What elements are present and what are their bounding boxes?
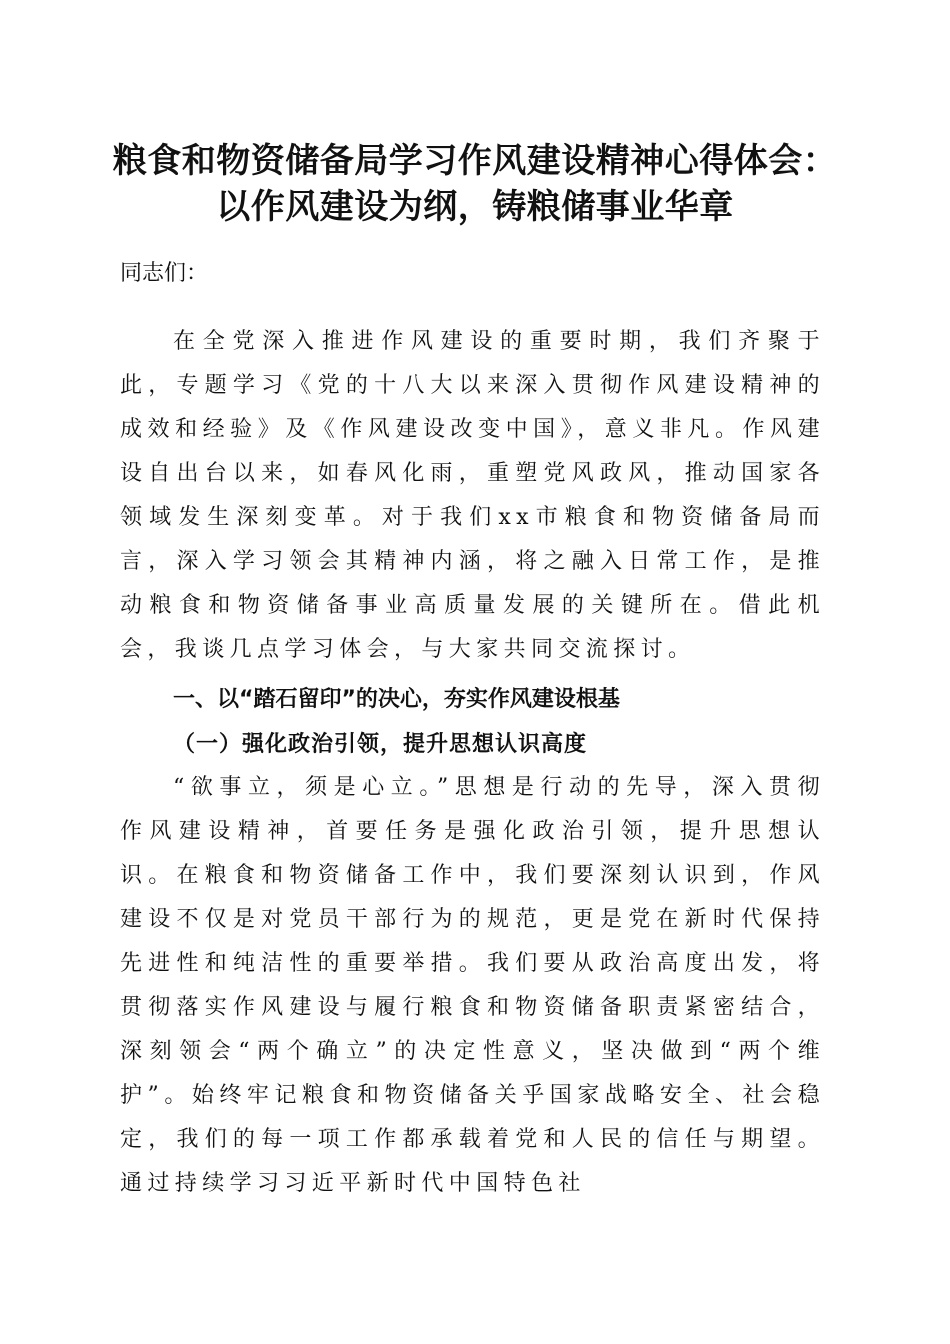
subsection-heading-1: （一）强化政治引领，提升思想认识高度 <box>173 731 588 757</box>
section-heading-1: 一、以“踏石留印”的决心，夯实作风建设根基 <box>173 687 620 712</box>
document-title-line-1: 粮食和物资储备局学习作风建设精神心得体会： <box>112 141 838 181</box>
intro-paragraph: 在全党深入推进作风建设的重要时期，我们齐聚于此，专题学习《党的十八大以来深入贯彻作风建设精神的成效和经验》及《作风建设改变中国》，意义非凡。作风建设自出台以来，如春风化雨，重塑党风政风，推动国家各领域发生深刻变革。对于我们xx市粮食和物资储备局而言，深入学习领会其精神内涵，将之融入日常工作，是推动粮食和物资储备事业高质量发展的关键所在。借此机会，我谈几点学习体会，与大家共同交流探讨。 <box>120 329 825 662</box>
body-paragraph-1: “欲事立，须是心立。”思想是行动的先导，深入贯彻作风建设精神，首要任务是强化政治引领，提升思想认识。在粮食和物资储备工作中，我们要深刻认识到，作风建设不仅是对党员干部行为的规范，更是党在新时代保持先进性和纯洁性的重要举措。我们要从政治高度出发，将贯彻落实作风建设与履行粮食和物资储备职责紧密结合，深刻领会“两个确立”的决定性意义，坚决做到“两个维护”。始终牢记粮食和物资储备关乎国家战略安全、社会稳定，我们的每一项工作都承载着党和人民的信任与期望。通过持续学习习近平新时代中国特色社 <box>120 775 825 1196</box>
salutation: 同志们： <box>120 261 209 286</box>
document-title-line-2: 以作风建设为纲，铸粮储事业华章 <box>216 187 734 227</box>
